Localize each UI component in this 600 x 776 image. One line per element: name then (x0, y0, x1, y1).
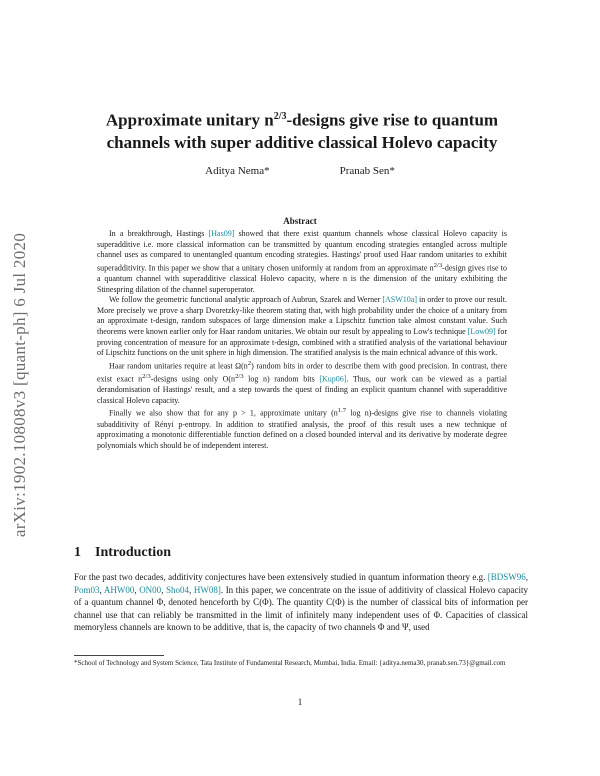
abstract-body (97, 229, 507, 452)
author-name: Aditya Nema* (205, 165, 270, 177)
citation-link[interactable]: [ASW10a] (382, 295, 418, 305)
paper-title: Approximate unitary $n^{2/3}$-designs give rise to quantum channels with super additive classical Holevo capacity (105, 110, 499, 152)
abstract-heading: Abstract (283, 216, 317, 226)
citation-link[interactable]: [BDSW96 (487, 572, 526, 582)
citation-link[interactable]: ON00 (139, 584, 162, 595)
citation-link[interactable]: AHW00 (103, 584, 135, 595)
citation-link[interactable]: [Has09] (208, 229, 235, 238)
abstract-paragraph: We follow the geometric functional analytic approach of Aubrun, Szarek and Werner [ASW10a] in order to prove our result. More precisely we prove a sharp Dvoretzky-like theorem stating that, with high probability under the choice of a unitary from an approximate t-design, random subspaces of large dimension make a Lipschitz function take almost constant value. Such theorems were known earlier only for Haar random unitaries. We obtain our result by appealing to Low's technique [Low09] for proving concentration of measure for an approximate t-design, combined with a stratified analysis of the variational behaviour of Lipschitz functions on the unit sphere in high dimension. The stratified analysis is the main echnical advance of this work. (97, 295, 507, 358)
footnote: *School of Technology and System Science, Tata Institute of Fundamental Research, Mumbai, India. Email: {aditya.nema30, pranab.sen.73}@gmail.com (74, 659, 506, 667)
abstract-paragraph: In a breakthrough, Hastings [Has09] showed that there exist quantum channels whose classical Holevo capacity is superadditive i.e. more classical information can be transmitted by quantum encoding strategies entangled across multiple channel uses as compared to unentangled quantum encoding strategies. Hastings' proof used Haar random unitaries to exhibit superadditivity. In this paper we show that a unitary chosen uniformly at random from an approximate $n^{2/3}$-design gives rise to a quantum channel with superadditive classical Holevo capacity, where n is the dimension of the unitary exhibiting the Stinespring dilation of the channel superoperator. (97, 229, 508, 294)
intro-body (74, 571, 528, 634)
page-number: 1 (297, 697, 303, 707)
abstract-paragraph: Haar random unitaries require at least $\Omega(n^2)$ random bits in order to describe them with good precision. In contrast, there exist exact $n^{2/3}$-designs using only $O(n^{2/3}$ log n) random bits [Kup06]. Thus, our work can be viewed as a partial derandomisation of Hastings' result, and a step towards the quest of finding an explicit quantum channel with superadditive classical Holevo capacity. (97, 359, 507, 405)
abstract-paragraph: Finally we also show that for any p > 1, approximate unitary ($n^{1.7}$ log n)-designs give rise to channels violating subadditivity of Rényi p-entropy. In addition to stratified analysis, the proof of this result uses a new technique of approximating a monotonic differentiable function defined on a closed bounded interval and its derivative by moderate degree polynomials which should be of independent interest. (97, 407, 508, 450)
section-heading (74, 545, 171, 561)
citation-link[interactable]: Sho04 (166, 584, 190, 595)
footnote-rule (74, 655, 164, 656)
citation-link[interactable]: Pom03 (74, 584, 100, 595)
citation-link[interactable]: [Low09] (467, 327, 496, 336)
author-list (0, 165, 600, 177)
section-number: 1 (74, 545, 81, 560)
section-title: Introduction (95, 545, 171, 560)
citation-link[interactable]: HW08] (193, 584, 221, 595)
arxiv-stamp: arXiv:1902.10808v3 [quant-ph] 6 Jul 2020 (10, 232, 29, 538)
intro-paragraph: For the past two decades, additivity conjectures have been extensively studied in quantum information theory e.g. [BDSW96, Pom03, AHW00, ON00, Sho04, HW08]. In this paper, we concentrate on the issue of additivity of classical Holevo capacity of a quantum channel Φ, denoted henceforth by C(Φ). The quantity C(Φ) is the number of classical bits of information per channel use that can reliably be transmitted in the limit of infinitely many independent uses of Φ. Capacities of classical memoryless channels are known to be additive, that is, the capacity of two channels Φ and Ψ, used (74, 572, 528, 632)
citation-link[interactable]: [Kup06] (319, 374, 347, 384)
author-name: Pranab Sen* (339, 165, 395, 177)
